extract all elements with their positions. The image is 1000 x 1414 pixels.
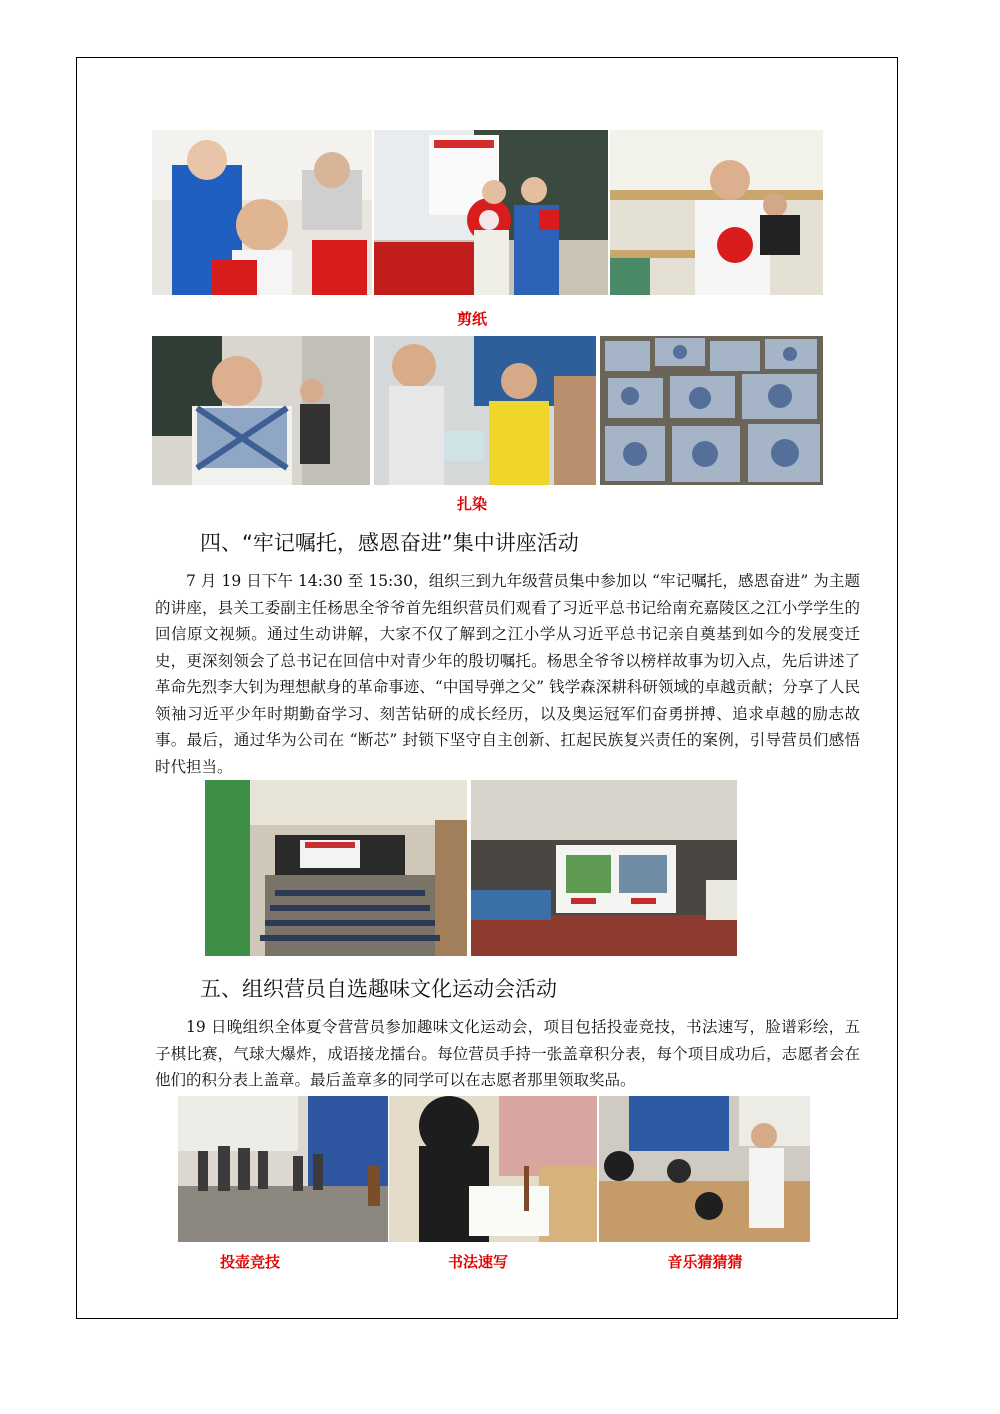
tiedye-photo-3 xyxy=(600,336,823,485)
sports-photo-3 xyxy=(599,1096,810,1242)
tiedye-photo-1 xyxy=(152,336,370,485)
papercut-photo-1 xyxy=(152,130,372,295)
section5-paragraph: 19 日晚组织全体夏令营营员参加趣味文化运动会，项目包括投壶竞技，书法速写，脸谱彩绘，五子棋比赛，气球大爆炸，成语接龙擂台。每位营员手持一张盖章积分表，每个项目成功后，志愿者会在他们的积分表上盖章。最后盖章多的同学可以在志愿者那里领取奖品。 xyxy=(155,1018,860,1089)
tiedye-caption: 扎染 xyxy=(456,495,487,513)
papercut-photo-3 xyxy=(610,130,823,295)
sports-caption-1: 投壶竞技 xyxy=(219,1253,280,1271)
section4-paragraph: 7 月 19 日下午 14:30 至 15:30，组织三到九年级营员集中参加以 “牢记嘱托，感恩奋进” 为主题的讲座，县关工委副主任杨思全爷爷首先组织营员们观看了习近平总书记给南充嘉陵区之江小学学生的回信原文视频。通过生动讲解，大家不仅了解到之江小学从习近平总书记亲自奠基到如今的发展变迁史，更深刻领会了总书记在回信中对青少年的殷切嘱托。杨思全爷爷以榜样故事为切入点，先后讲述了革命先烈李大钊为理想献身的革命事迹、“中国导弹之父” 钱学森深耕科研领域的卓越贡献；分享了人民领袖习近平少年时期勤奋学习、刻苦钻研的成长经历，以及奥运冠军们奋勇拼搏、追求卓越的励志故事。最后，通过华为公司在 “断芯” 封锁下坚守自主创新、扛起民族复兴责任的案例，引导营员们感悟时代担当。 xyxy=(155,572,860,776)
lecture-photo-1 xyxy=(205,780,467,956)
papercut-photo-2 xyxy=(374,130,608,295)
papercut-caption: 剪纸 xyxy=(456,310,487,328)
section5-heading: 五、组织营员自选趣味文化运动会活动 xyxy=(200,977,557,1001)
sports-photo-1 xyxy=(178,1096,388,1242)
section4-heading: 四、“牢记嘱托，感恩奋进”集中讲座活动 xyxy=(200,531,579,555)
lecture-photo-2 xyxy=(471,780,737,956)
sports-photo-2 xyxy=(389,1096,597,1242)
sports-caption-3: 音乐猜猜猜 xyxy=(667,1253,743,1271)
sports-caption-2: 书法速写 xyxy=(447,1253,508,1271)
tiedye-photo-2 xyxy=(374,336,596,485)
